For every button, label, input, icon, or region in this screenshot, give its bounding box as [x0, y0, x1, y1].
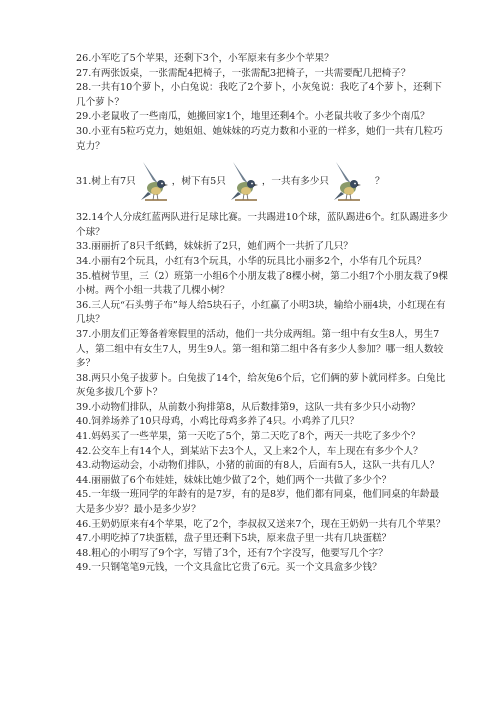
question-33: 33.丽丽折了8只千纸鹤，妹妹折了2只，她们两个一共折了几只？: [76, 241, 353, 253]
question-29: 29.小老鼠收了一些南瓜，她搬回家1个，地里还剩4个。小老鼠共收了多少个南瓜？: [76, 111, 430, 123]
bird-icon: [332, 160, 362, 204]
question-47: 47.小明吃掉了7块蛋糕，盘子里还剩下5块，原来盘子里一共有几块蛋糕？: [76, 533, 392, 545]
question-31-part3: ，一共有多少只: [261, 175, 329, 187]
question-34: 34.小丽有2个玩具，小红有3个玩具，小华的玩具比小丽多2个，小华有几个玩具？: [76, 255, 427, 267]
question-27: 27.有两张饭桌，一张需配4把椅子，一张需配3把椅子，一共需要配几把椅子？: [76, 67, 411, 79]
question-45: 45.一年级一班同学的年龄有的是7岁，有的是8岁，他们都有同桌，他们同桌的年龄最大是多少岁？最小是多少岁？: [76, 489, 440, 516]
bird-icon: [139, 160, 169, 204]
question-31-part2: ，树下有5只: [171, 175, 226, 187]
question-26: 26.小军吃了5个苹果，还剩下3个，小军原来有多少个苹果？: [76, 53, 334, 64]
question-36: 36.三人玩“石头剪子布”每人给5块石子，小红赢了小明3块，输给小丽4块，小红现在有几块？: [76, 299, 446, 326]
question-49: 49.一只钢笔笔9元钱，一个文具盒比它贵了6元。买一个文具盒多少钱？: [76, 562, 382, 574]
question-38: 38.两只小兔子拔萝卜。白兔拔了14个，给灰兔6个后，它们俩的萝卜就同样多。白兔比灰兔多拔几个萝卜？: [76, 372, 446, 399]
question-43: 43.动物运动会，小动物们排队，小猪的前面的有8人，后面有5人，这队一共有几人？: [76, 460, 440, 472]
question-37: 37.小朋友们正筹备着寒假里的活动，他们一共分成两组。第一组中有女生8人，男生7人，第二组中有女生7人，男生9人。第一组和第二组中各有多少人参加？哪一组人数较多？: [76, 328, 444, 370]
question-41: 41.妈妈买了一些苹果，第一天吃了5个，第二天吃了8个，两天一共吃了多少个？: [76, 431, 421, 443]
question-28: 28.一共有10个萝卜，小白兔说：我吃了2个萝卜，小灰兔说：我吃了4个萝卜，还剩下几个萝卜？: [76, 82, 442, 108]
question-39: 39.小动物们排队，从前数小狗排第8，从后数排第9，这队一共有多少只小动物？: [76, 401, 421, 413]
question-46: 46.王奶奶原来有4个苹果，吃了2个，李叔叔又送来7个，现在王奶奶一共有几个苹果？: [76, 518, 446, 530]
bird-icon: [229, 160, 259, 204]
question-30: 30.小亚有5粒巧克力，她姐姐、她妹妹的巧克力数和小亚的一样多，她们一共有几粒巧克力？: [76, 125, 443, 152]
question-31-part4: ？: [374, 175, 385, 187]
question-48: 48.粗心的小明写了9个字，写错了3个，还有7个字没写，他要写几个字？: [76, 547, 388, 559]
question-35: 35.植树节里，三（2）班第一小组6个小朋友栽了8棵小树，第二小组7个小朋友栽了9棵小树。两个小组一共栽了几棵小树？: [76, 270, 448, 297]
question-44: 44.丽丽做了6个布娃娃，妹妹比她少做了2个，她们两个一共做了多少个？: [76, 474, 392, 486]
question-31-part1: 31.树上有7只: [76, 175, 136, 187]
question-42: 42.公交车上有14个人，到某站下去3个人，又上来2个人，车上现在有多少个人？: [76, 445, 423, 457]
question-32: 32.14个人分成红蓝两队进行足球比赛。一共踢进10个球，蓝队踢进6个。红队踢进多少个球？: [76, 212, 448, 238]
question-31: [76, 156, 448, 208]
question-40: 40.饲养场养了10只母鸡，小鸡比母鸡多养了4只。小鸡养了几只？: [76, 416, 360, 428]
question-list: [76, 52, 448, 576]
